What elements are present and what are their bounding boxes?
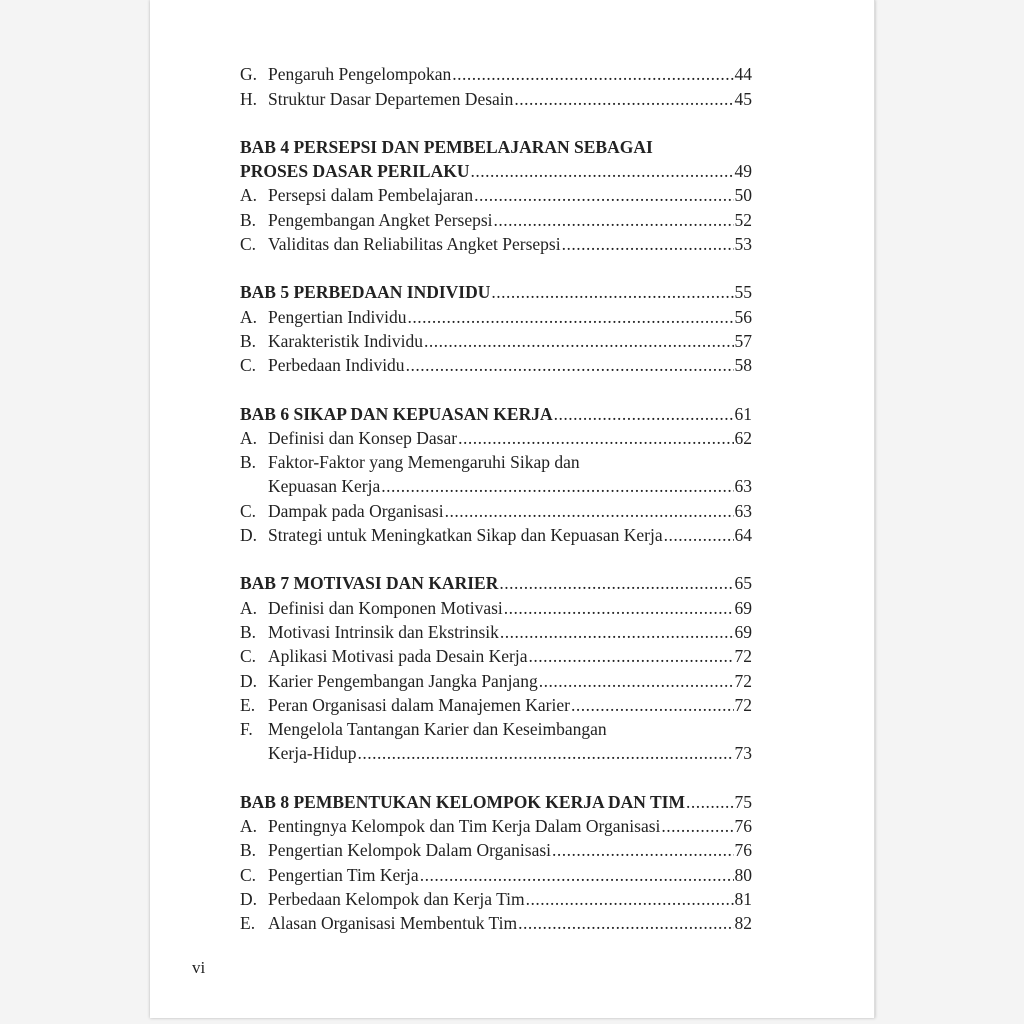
dot-leader xyxy=(529,644,734,668)
toc-entry xyxy=(240,668,752,692)
dot-leader xyxy=(408,305,734,329)
entry-page: 82 xyxy=(734,913,752,934)
entry-letter: A. xyxy=(240,306,258,327)
entry-title-line1: Faktor-Faktor yang Memengaruhi Sikap dan xyxy=(268,452,580,473)
dot-leader xyxy=(491,280,733,304)
chapter-title: PROSES DASAR PERILAKU xyxy=(240,161,470,182)
entry-letter: B. xyxy=(240,452,257,473)
chapter-heading-line1 xyxy=(240,135,752,159)
entry-title: Peran Organisasi dalam Manajemen Karier xyxy=(268,694,570,715)
toc-entry-wrapped xyxy=(240,450,752,474)
chapter-page: 75 xyxy=(734,791,752,812)
entry-letter: A. xyxy=(240,597,258,618)
entry-letter: D. xyxy=(240,525,258,546)
dot-leader xyxy=(514,87,733,111)
toc-entry xyxy=(240,207,752,231)
entry-letter: B. xyxy=(240,621,257,642)
chapter-page: 65 xyxy=(734,573,752,594)
entry-page: 76 xyxy=(734,840,752,861)
dot-leader xyxy=(539,669,734,693)
entry-letter: B. xyxy=(240,840,257,861)
chapter-title: BAB 4 PERSEPSI DAN PEMBELAJARAN SEBAGAI xyxy=(240,136,653,157)
entry-letter: G. xyxy=(240,64,258,85)
entry-title: Pengembangan Angket Persepsi xyxy=(268,209,493,230)
entry-letter: B. xyxy=(240,209,257,230)
toc-entry xyxy=(240,183,752,207)
entry-title: Validitas dan Reliabilitas Angket Persepsi xyxy=(268,234,561,255)
toc-entry xyxy=(240,353,752,377)
toc-entry xyxy=(240,741,752,765)
entry-letter: A. xyxy=(240,816,258,837)
dot-leader xyxy=(571,693,734,717)
entry-title: Strategi untuk Meningkatkan Sikap dan Kepuasan Kerja xyxy=(268,525,663,546)
entry-letter: C. xyxy=(240,646,257,667)
dot-leader xyxy=(381,474,733,498)
chapter-heading xyxy=(240,571,752,595)
toc-entry xyxy=(240,523,752,547)
entry-title: Perbedaan Individu xyxy=(268,355,405,376)
entry-page: 72 xyxy=(734,694,752,715)
entry-page: 64 xyxy=(734,525,752,546)
dot-leader xyxy=(552,838,733,862)
dot-leader xyxy=(664,523,734,547)
chapter-page: 55 xyxy=(734,282,752,303)
entry-title: Aplikasi Motivasi pada Desain Kerja xyxy=(268,646,528,667)
entry-letter: C. xyxy=(240,234,257,255)
entry-title: Perbedaan Kelompok dan Kerja Tim xyxy=(268,888,525,909)
entry-title: Pengaruh Pengelompokan xyxy=(268,64,452,85)
entry-page: 76 xyxy=(734,816,752,837)
entry-page: 62 xyxy=(734,427,752,448)
entry-title: Alasan Organisasi Membentuk Tim xyxy=(268,913,518,934)
entry-page: 69 xyxy=(734,597,752,618)
dot-leader xyxy=(458,426,733,450)
entry-letter: F. xyxy=(240,719,253,740)
entry-page: 81 xyxy=(734,888,752,909)
dot-leader xyxy=(518,911,733,935)
entry-page: 72 xyxy=(734,646,752,667)
entry-title: Pengertian Tim Kerja xyxy=(268,864,419,885)
entry-letter: C. xyxy=(240,500,257,521)
dot-leader xyxy=(686,790,734,814)
chapter-page: 61 xyxy=(734,403,752,424)
entry-letter: H. xyxy=(240,88,258,109)
entry-title-line2: Kerja-Hidup xyxy=(268,743,357,764)
entry-title-line2: Kepuasan Kerja xyxy=(268,476,381,497)
toc-entry xyxy=(240,232,752,256)
toc-entry xyxy=(240,595,752,619)
toc-entry xyxy=(240,62,752,86)
dot-leader xyxy=(526,887,734,911)
entry-letter: A. xyxy=(240,427,258,448)
entry-page: 50 xyxy=(734,185,752,206)
dot-leader xyxy=(562,232,734,256)
chapter-title: BAB 8 PEMBENTUKAN KELOMPOK KERJA DAN TIM xyxy=(240,791,685,812)
toc-entry xyxy=(240,644,752,668)
dot-leader xyxy=(357,741,733,765)
entry-title: Pentingnya Kelompok dan Tim Kerja Dalam Organisasi xyxy=(268,816,661,837)
dot-leader xyxy=(470,159,733,183)
dot-leader xyxy=(554,402,734,426)
entry-page: 63 xyxy=(734,500,752,521)
toc-entry xyxy=(240,498,752,522)
chapter-title: BAB 6 SIKAP DAN KEPUASAN KERJA xyxy=(240,403,553,424)
dot-leader xyxy=(499,571,733,595)
toc-entry xyxy=(240,329,752,353)
entry-page: 63 xyxy=(734,476,752,497)
toc-entry xyxy=(240,304,752,328)
entry-page: 69 xyxy=(734,621,752,642)
entry-title: Motivasi Intrinsik dan Ekstrinsik xyxy=(268,621,499,642)
chapter-heading xyxy=(240,789,752,813)
table-of-contents xyxy=(240,62,752,935)
entry-title-line1: Mengelola Tantangan Karier dan Keseimbangan xyxy=(268,719,607,740)
entry-letter: E. xyxy=(240,913,256,934)
entry-page: 56 xyxy=(734,306,752,327)
entry-letter: E. xyxy=(240,694,256,715)
entry-page: 45 xyxy=(734,88,752,109)
dot-leader xyxy=(452,62,733,86)
chapter-heading xyxy=(240,159,752,183)
dot-leader xyxy=(474,183,733,207)
dot-leader xyxy=(424,329,733,353)
entry-page: 80 xyxy=(734,864,752,885)
toc-entry xyxy=(240,474,752,498)
chapter-title: BAB 5 PERBEDAAN INDIVIDU xyxy=(240,282,491,303)
entry-title: Definisi dan Komponen Motivasi xyxy=(268,597,503,618)
chapter-heading xyxy=(240,280,752,304)
toc-entry xyxy=(240,862,752,886)
toc-entry xyxy=(240,838,752,862)
dot-leader xyxy=(504,596,734,620)
dot-leader xyxy=(406,353,734,377)
entry-letter: C. xyxy=(240,355,257,376)
entry-page: 57 xyxy=(734,330,752,351)
toc-entry xyxy=(240,887,752,911)
dot-leader xyxy=(420,863,734,887)
entry-page: 73 xyxy=(734,743,752,764)
toc-entry xyxy=(240,693,752,717)
chapter-page: 49 xyxy=(734,161,752,182)
entry-letter: B. xyxy=(240,330,257,351)
toc-entry xyxy=(240,620,752,644)
entry-title: Pengertian Individu xyxy=(268,306,407,327)
entry-title: Karakteristik Individu xyxy=(268,330,424,351)
toc-entry xyxy=(240,426,752,450)
entry-title: Karier Pengembangan Jangka Panjang xyxy=(268,670,538,691)
entry-title: Pengertian Kelompok Dalam Organisasi xyxy=(268,840,552,861)
toc-entry-wrapped xyxy=(240,717,752,741)
chapter-heading xyxy=(240,401,752,425)
entry-title: Struktur Dasar Departemen Desain xyxy=(268,88,514,109)
entry-page: 52 xyxy=(734,209,752,230)
entry-page: 44 xyxy=(734,64,752,85)
chapter-title: BAB 7 MOTIVASI DAN KARIER xyxy=(240,573,499,594)
entry-title: Persepsi dalam Pembelajaran xyxy=(268,185,474,206)
page-number: vi xyxy=(192,958,206,977)
dot-leader xyxy=(661,814,733,838)
toc-entry xyxy=(240,911,752,935)
book-page xyxy=(150,0,875,1018)
dot-leader xyxy=(500,620,734,644)
dot-leader xyxy=(445,499,734,523)
entry-letter: D. xyxy=(240,670,258,691)
entry-page: 53 xyxy=(734,234,752,255)
entry-title: Dampak pada Organisasi xyxy=(268,500,444,521)
toc-entry xyxy=(240,86,752,110)
entry-page: 72 xyxy=(734,670,752,691)
entry-title: Definisi dan Konsep Dasar xyxy=(268,427,458,448)
toc-entry xyxy=(240,814,752,838)
entry-letter: C. xyxy=(240,864,257,885)
entry-page: 58 xyxy=(734,355,752,376)
entry-letter: A. xyxy=(240,185,258,206)
entry-letter: D. xyxy=(240,888,258,909)
dot-leader xyxy=(494,208,734,232)
